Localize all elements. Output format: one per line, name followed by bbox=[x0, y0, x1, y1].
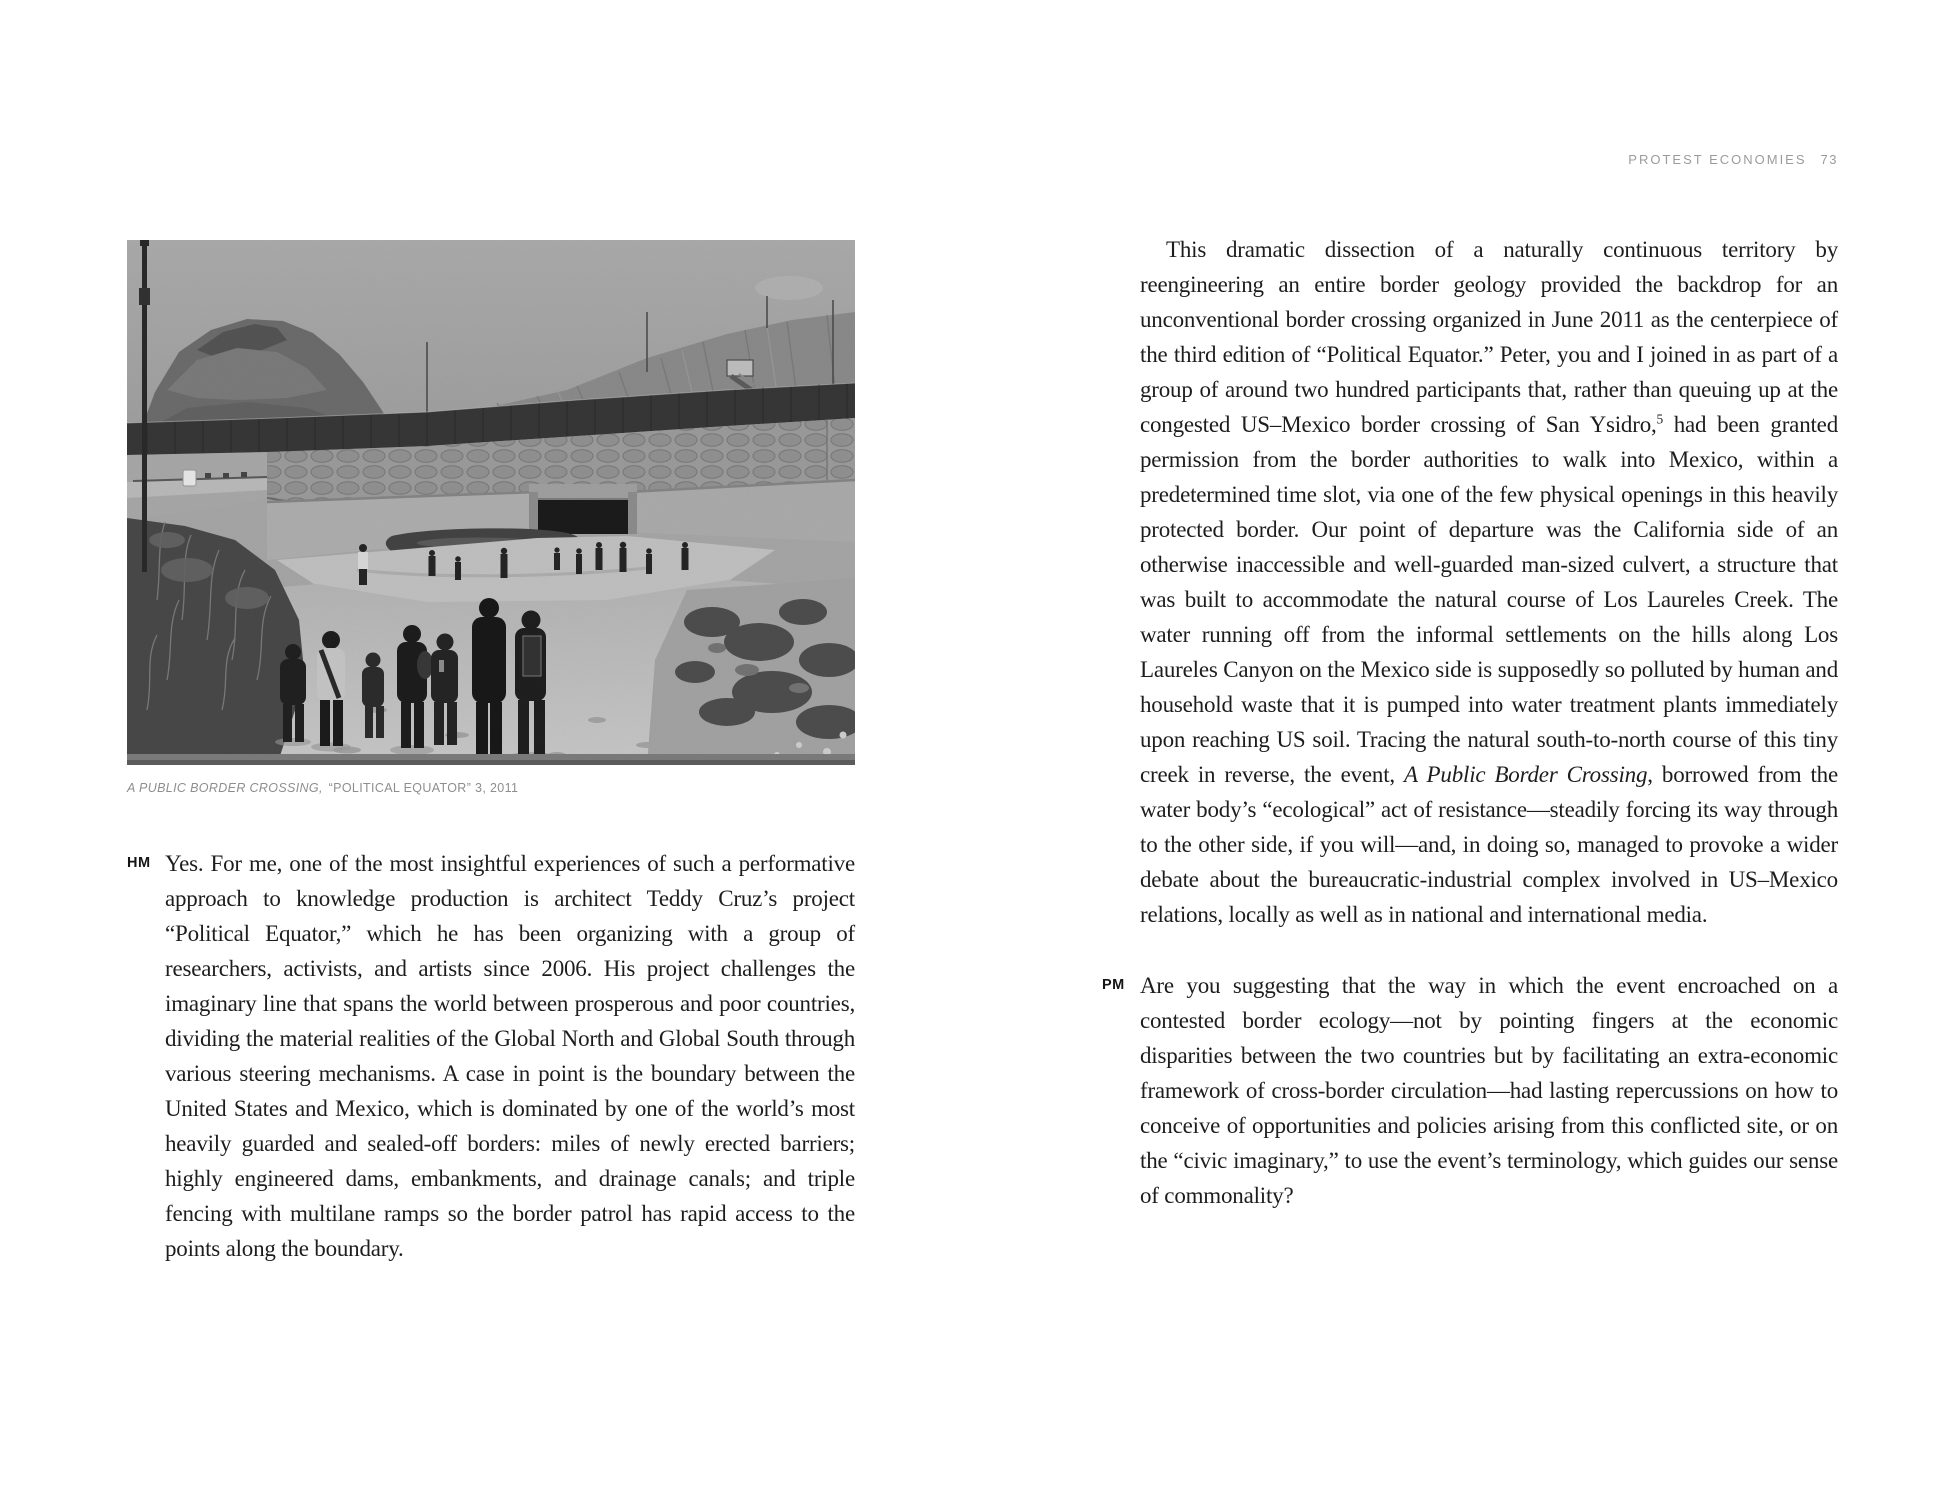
speaker-label-hm: HM bbox=[127, 855, 151, 871]
page-number: 73 bbox=[1820, 152, 1838, 167]
photo-border-crossing bbox=[127, 240, 855, 765]
photo-illustration bbox=[127, 240, 855, 765]
right-text-column bbox=[1102, 232, 1838, 1213]
left-text-column bbox=[127, 846, 855, 1266]
footnote-ref-5: 5 bbox=[1656, 411, 1664, 427]
caption-title: A PUBLIC BORDER CROSSING, bbox=[127, 781, 323, 795]
dialogue-pm bbox=[1102, 968, 1838, 1213]
paragraph-part-3: , borrowed from the water body’s “ecological” act of resistance—steadily forcing its way through to the other side, if you will—and, in doing so, managed to provoke a wider debate about the bureaucratic-industrial complex involved in US–Mexico relations, locally as well as in national and international media. bbox=[1140, 762, 1838, 927]
dialogue-hm-text: Yes. For me, one of the most insightful experiences of such a performative approach to knowledge production is architect Teddy Cruz’s project “Political Equator,” which he has been organizing with a group of researchers, activists, and artists since 2006. His project challenges the imaginary line that spans the world between prosperous and poor countries, dividing the material realities of the Global North and Global South through various steering mechanisms. A case in point is the boundary between the United States and Mexico, which is dominated by one of the world’s most heavily guarded and sealed-off borders: miles of newly erected barriers; highly engineered dams, embankments, and drainage canals; and triple fencing with multilane ramps so the border patrol has rapid access to the points along the boundary. bbox=[165, 851, 855, 1261]
paragraph-continued-row bbox=[1102, 232, 1838, 932]
caption-detail: “POLITICAL EQUATOR” 3, 2011 bbox=[324, 781, 519, 795]
dialogue-pm-text: Are you suggesting that the way in which the event encroached on a contested border ecology—not by pointing fingers at the economic disparities between the two countries but by facilitating an extra-economic framework of cross-border circulation—had lasting repercussions on how to conceive of opportunities and policies arising from this conflicted site, or on the “civic imaginary,” to use the event’s terminology, which guides our sense of commonality? bbox=[1140, 973, 1838, 1208]
running-title: PROTEST ECONOMIES bbox=[1628, 152, 1807, 167]
speaker-label-empty bbox=[1102, 232, 1140, 932]
paragraph-continued-text bbox=[1140, 232, 1838, 932]
paragraph-part-2: had been granted permission from the border authorities to walk into Mexico, within a predetermined time slot, via one of the few physical openings in this heavily protected border. Our point of departure was the California side of an otherwise inaccessible and well-guarded man-sized culvert, a structure that was built to accommodate the natural course of Los Laureles Creek. The water running off from the informal settlements on the hills along Los Laureles Canyon on the Mexico side is supposedly so polluted by human and household waste that it is pumped into water treatment plants immediately upon reaching US soil. Tracing the natural south-to-north course of this tiny creek in reverse, the event, bbox=[1140, 412, 1838, 787]
dialogue-hm bbox=[127, 846, 855, 1266]
paragraph-part-1: This dramatic dissection of a naturally continuous territory by reengineering an entire border geology provided the backdrop for an unconventional border crossing organized in June 2011 as the centerpiece of the third edition of “Political Equator.” Peter, you and I joined in as part of a group of around two hundred participants that, rather than queuing up at the congested US–Mexico border crossing of San Ysidro, bbox=[1140, 237, 1838, 437]
photo-caption bbox=[127, 781, 855, 795]
running-header bbox=[1102, 152, 1838, 167]
event-title-italic: A Public Border Crossing bbox=[1404, 762, 1648, 787]
speaker-label-pm: PM bbox=[1102, 977, 1125, 993]
